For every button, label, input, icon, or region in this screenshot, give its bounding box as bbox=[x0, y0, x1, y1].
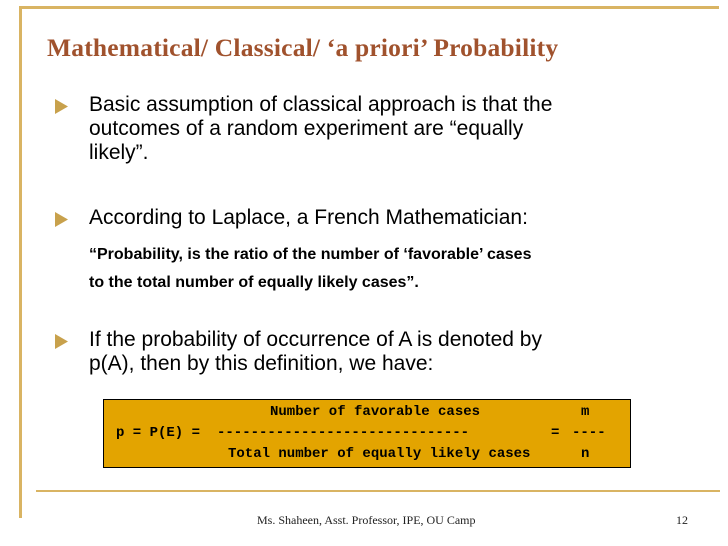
laplace-quote bbox=[89, 241, 689, 297]
slide-frame-left bbox=[19, 6, 22, 518]
formula-lhs: p = P(E) = bbox=[116, 425, 201, 441]
formula-denominator-symbol: n bbox=[581, 446, 590, 462]
quote-line: to the total number of equally likely cases”. bbox=[89, 274, 419, 291]
text-line: If the probability of occurrence of A is denoted by bbox=[89, 328, 542, 351]
slide-title: Mathematical/ Classical/ ‘a priori’ Probability bbox=[47, 33, 559, 62]
bullet-icon bbox=[54, 212, 69, 227]
probability-formula-box bbox=[103, 399, 631, 468]
text-line: According to Laplace, a French Mathematician: bbox=[89, 206, 528, 229]
quote-line: “Probability, is the ratio of the number of ‘favorable’ cases bbox=[89, 246, 532, 263]
formula-fraction-bar: ------------------------------ bbox=[217, 425, 470, 441]
formula-equals: = bbox=[551, 425, 560, 441]
text-line: likely”. bbox=[89, 141, 149, 164]
bullet-text-3 bbox=[89, 328, 689, 376]
footer-rule bbox=[36, 490, 720, 492]
footer-author: Ms. Shaheen, Asst. Professor, IPE, OU Camp bbox=[257, 513, 476, 527]
formula-numerator-symbol: m bbox=[581, 404, 590, 420]
bullet-icon bbox=[54, 99, 69, 114]
text-line: outcomes of a random experiment are “equally bbox=[89, 117, 524, 140]
formula-short-fraction-bar: ---- bbox=[572, 425, 606, 441]
slide-frame-top bbox=[19, 6, 719, 9]
text-line: Basic assumption of classical approach is that the bbox=[89, 93, 553, 116]
text-line: p(A), then by this definition, we have: bbox=[89, 352, 434, 375]
page-number: 12 bbox=[676, 513, 688, 527]
bullet-icon bbox=[54, 334, 69, 349]
bullet-text-2 bbox=[89, 206, 689, 230]
bullet-text-1 bbox=[89, 93, 689, 165]
formula-denominator: Total number of equally likely cases bbox=[228, 446, 531, 462]
formula-numerator: Number of favorable cases bbox=[270, 404, 481, 420]
